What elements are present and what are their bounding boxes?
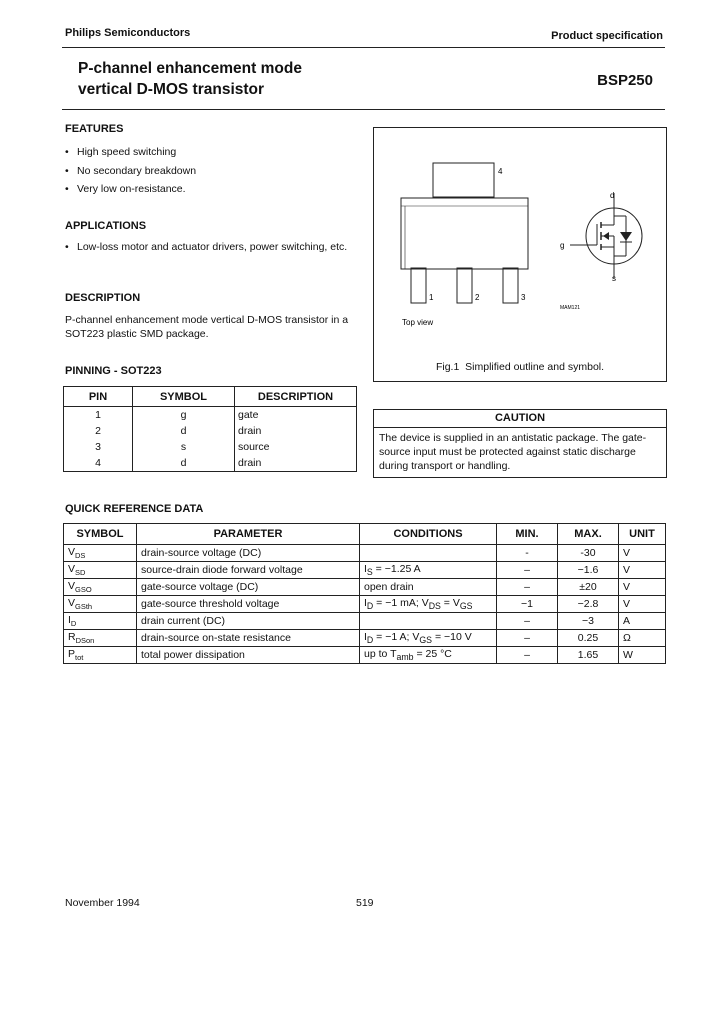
- max-cell: −3: [558, 613, 619, 630]
- column-header: CONDITIONS: [360, 524, 497, 545]
- symbol-cell: g: [133, 407, 235, 424]
- max-cell: −2.8: [558, 596, 619, 613]
- pinning-table: [63, 386, 357, 472]
- pin-1-label: 1: [429, 293, 434, 302]
- mosfet-symbol-icon: [570, 193, 642, 278]
- lead-pin-1: [411, 268, 426, 303]
- lead-pin-3: [503, 268, 518, 303]
- pin-4-label: 4: [498, 167, 503, 176]
- features-list: [65, 143, 355, 199]
- max-cell: 0.25: [558, 630, 619, 647]
- gate-label: g: [560, 241, 565, 250]
- title-rule: [62, 109, 665, 110]
- table-row: [64, 562, 666, 579]
- table-row: [64, 407, 357, 424]
- parameter-cell: source-drain diode forward voltage: [137, 562, 360, 579]
- symbol-cell: s: [133, 439, 235, 455]
- applications-heading: APPLICATIONS: [65, 220, 147, 232]
- unit-cell: W: [619, 647, 666, 664]
- pin-3-label: 3: [521, 293, 526, 302]
- table-row: [64, 596, 666, 613]
- unit-cell: V: [619, 545, 666, 562]
- table-row: [64, 613, 666, 630]
- package-body: [401, 198, 528, 269]
- symbol-cell: $V_{SD}$: [64, 562, 137, 579]
- symbol-cell: $I_D$: [64, 613, 137, 630]
- table-row: [64, 630, 666, 647]
- top-view-label: Top view: [402, 318, 434, 327]
- quick-ref-heading: QUICK REFERENCE DATA: [65, 503, 204, 515]
- document-title: [78, 58, 302, 100]
- footer-date: November 1994: [65, 897, 140, 909]
- symbol-cell: $R_{DSon}$: [64, 630, 137, 647]
- conditions-cell: $I_D = -1$ A; $V_{GS} = -10$ V: [360, 630, 497, 647]
- column-header: PARAMETER: [137, 524, 360, 545]
- header-rule: [62, 47, 665, 48]
- description-cell: source: [235, 439, 357, 455]
- page-number: 519: [356, 897, 374, 909]
- description-cell: drain: [235, 455, 357, 472]
- company-name: Philips Semiconductors: [65, 27, 191, 39]
- list-item: • High speed switching: [65, 143, 355, 162]
- min-cell: -: [497, 545, 558, 562]
- pinning-heading: PINNING - SOT223: [65, 365, 162, 377]
- min-cell: –: [497, 562, 558, 579]
- pin-cell: 4: [64, 455, 133, 472]
- column-header: UNIT: [619, 524, 666, 545]
- list-item: • No secondary breakdown: [65, 162, 355, 181]
- unit-cell: Ω: [619, 630, 666, 647]
- unit-cell: A: [619, 613, 666, 630]
- min-cell: –: [497, 647, 558, 664]
- column-header: DESCRIPTION: [235, 387, 357, 407]
- parameter-cell: gate-source threshold voltage: [137, 596, 360, 613]
- caution-box: [373, 409, 667, 478]
- conditions-cell: [360, 613, 497, 630]
- min-cell: –: [497, 613, 558, 630]
- column-header: MIN.: [497, 524, 558, 545]
- max-cell: −1.6: [558, 562, 619, 579]
- lead-pin-2: [457, 268, 472, 303]
- unit-cell: V: [619, 596, 666, 613]
- max-cell: -30: [558, 545, 619, 562]
- conditions-cell: up to $T_{amb} = 25$ °C: [360, 647, 497, 664]
- table-row: [64, 579, 666, 596]
- parameter-cell: total power dissipation: [137, 647, 360, 664]
- symbol-cell: $V_{DS}$: [64, 545, 137, 562]
- table-row: [64, 647, 666, 664]
- unit-cell: V: [619, 562, 666, 579]
- parameter-cell: drain-source voltage (DC): [137, 545, 360, 562]
- conditions-cell: open drain: [360, 579, 497, 596]
- conditions-cell: $I_S = -1.25$ A: [360, 562, 497, 579]
- applications-list: [65, 240, 360, 254]
- pin-cell: 3: [64, 439, 133, 455]
- table-row: [64, 423, 357, 439]
- min-cell: –: [497, 579, 558, 596]
- column-header: MAX.: [558, 524, 619, 545]
- max-cell: 1.65: [558, 647, 619, 664]
- figure-box: [373, 127, 667, 382]
- description-heading: DESCRIPTION: [65, 292, 141, 304]
- pin-cell: 2: [64, 423, 133, 439]
- title-line-2: vertical D-MOS transistor: [78, 81, 265, 98]
- description-cell: gate: [235, 407, 357, 424]
- description-text: P-channel enhancement mode vertical D-MOS transistor in a SOT223 plastic SMD package.: [65, 314, 349, 340]
- table-row: [64, 455, 357, 472]
- max-cell: ±20: [558, 579, 619, 596]
- source-label: s: [612, 274, 616, 283]
- figure-number: Fig.1: [435, 361, 460, 373]
- pin-cell: 1: [64, 407, 133, 424]
- symbol-cell: d: [133, 423, 235, 439]
- parameter-cell: gate-source voltage (DC): [137, 579, 360, 596]
- symbol-cell: $V_{GSO}$: [64, 579, 137, 596]
- quick-reference-table: [63, 523, 666, 664]
- min-cell: −1: [497, 596, 558, 613]
- conditions-cell: $I_D = -1$ mA; $V_{DS} = V_{GS}$: [360, 596, 497, 613]
- package-outline-diagram: [374, 128, 666, 381]
- unit-cell: V: [619, 579, 666, 596]
- tab-pin-4: [433, 163, 494, 197]
- drain-label: d: [610, 191, 615, 200]
- caution-heading: CAUTION: [374, 410, 666, 428]
- figure-caption-text: Simplified outline and symbol.: [465, 361, 605, 373]
- parameter-cell: drain-source on-state resistance: [137, 630, 360, 647]
- title-line-1: P-channel enhancement mode: [78, 60, 302, 77]
- figure-code: MAM121: [560, 305, 581, 311]
- features-heading: FEATURES: [65, 123, 124, 135]
- description-cell: drain: [235, 423, 357, 439]
- symbol-cell: d: [133, 455, 235, 472]
- part-number: BSP250: [597, 72, 653, 89]
- list-item: • Low-loss motor and actuator drivers, power switching, etc.: [65, 240, 360, 254]
- conditions-cell: [360, 545, 497, 562]
- list-item: • Very low on-resistance.: [65, 180, 355, 199]
- table-row: [64, 439, 357, 455]
- symbol-cell: $V_{GSth}$: [64, 596, 137, 613]
- document-type: Product specification: [551, 30, 663, 42]
- column-header: SYMBOL: [64, 524, 137, 545]
- min-cell: –: [497, 630, 558, 647]
- caution-text: The device is supplied in an antistatic package. The gate-source input must be protected against static discharge during transport or handling.: [379, 432, 647, 472]
- pin-2-label: 2: [475, 293, 480, 302]
- figure-caption: [374, 361, 666, 373]
- parameter-cell: drain current (DC): [137, 613, 360, 630]
- column-header: SYMBOL: [133, 387, 235, 407]
- symbol-cell: $P_{tot}$: [64, 647, 137, 664]
- column-header: PIN: [64, 387, 133, 407]
- table-row: [64, 545, 666, 562]
